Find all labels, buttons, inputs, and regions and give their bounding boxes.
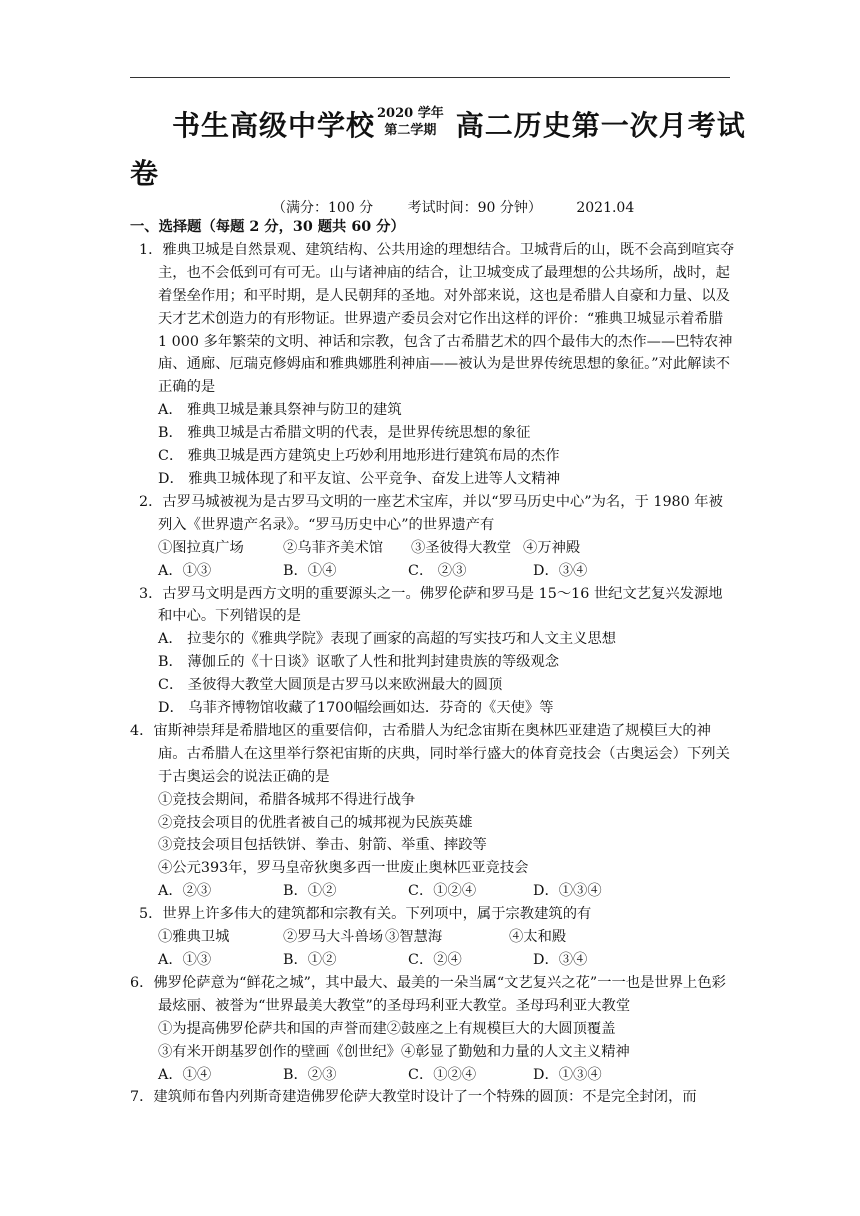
- question-stem: 4．宙斯神崇拜是希腊地区的重要信仰，古希腊人为纪念宙斯在奥林匹亚建造了规模巨大的神庙。古希腊人在这里举行祭祀宙斯的庆典，同时举行盛大的体育竞技会（古奥运会）下列关于古奥运会的说法正确的是: [130, 722, 730, 785]
- item-3: ③圣彼得大教堂: [411, 539, 512, 556]
- item-2: ②乌菲齐美术馆: [283, 539, 384, 556]
- option-d: D． 乌菲齐博物馆收藏了1700幅绘画如达．芬奇的《天使》等: [158, 700, 554, 717]
- question-stem: 5．世界上许多伟大的建筑都和宗教有关。下列项中，属于宗教建筑的有: [139, 906, 592, 923]
- question-items: [130, 537, 735, 560]
- option-a: A． 雅典卫城是兼具祭神与防卫的建筑: [158, 402, 402, 419]
- question-1: [130, 239, 735, 491]
- statement-3: ③竞技会项目包括铁饼、拳击、射箭、举重、摔跤等: [158, 837, 487, 854]
- school-name: 书生高级中学校: [172, 109, 376, 142]
- question-7: [130, 1086, 735, 1109]
- question-stem: 2．古罗马城被视为是古罗马文明的一座艺术宝库，并以“罗马历史中心”为名，于 1980 年被列入《世界遗产名录》。“罗马历史中心”的世界遗产有: [139, 493, 723, 533]
- item-4: ④太和殿: [509, 929, 567, 946]
- option-d: D．①③④: [533, 883, 602, 900]
- full-score: （满分：100 分: [272, 200, 374, 216]
- option-b: B．①②: [283, 883, 337, 900]
- option-b: B．①④: [283, 562, 337, 579]
- question-stem: 7．建筑师布鲁内列斯奇建造佛罗伦萨大教堂时设计了一个特殊的圆顶：不是完全封闭，而: [130, 1089, 697, 1106]
- option-b: B． 薄伽丘的《十日谈》讴歌了人性和批判封建贵族的等级观念: [158, 654, 560, 671]
- option-c: C． 圣彼得大教堂大圆顶是古罗马以来欧洲最大的圆顶: [158, 677, 503, 694]
- option-d: D．①③④: [533, 1066, 602, 1083]
- option-d: D．③④: [533, 562, 588, 579]
- option-c: C．②④: [408, 952, 462, 968]
- exam-meta: [272, 197, 664, 217]
- option-b: B．①②: [283, 952, 337, 968]
- option-d: D．③④: [533, 952, 588, 968]
- exam-body: [130, 216, 735, 1109]
- option-c: C．①②④: [408, 883, 477, 900]
- item-4: ④万神殿: [523, 539, 581, 556]
- options-row: [130, 1064, 735, 1087]
- term-stack: [377, 105, 444, 139]
- question-4: [130, 720, 735, 903]
- question-stem: 3．古罗马文明是西方文明的重要源头之一。佛罗伦萨和罗马是 15～16 世纪文艺复兴发源地和中心。下列错误的是: [139, 585, 723, 625]
- exam-title: 高二历史第一次月考试: [455, 109, 746, 142]
- statement-line-2: ③有米开朗基罗创作的壁画《创世纪》④彰显了勤勉和力量的人文主义精神: [158, 1043, 630, 1060]
- item-3: ③智慧海: [385, 929, 443, 946]
- option-d: D． 雅典卫城体现了和平友谊、公平竞争、奋发上进等人文精神: [158, 470, 561, 487]
- question-3: [130, 583, 735, 720]
- question-2: [130, 491, 735, 583]
- option-a: A．①③: [158, 952, 212, 968]
- option-a: A．②③: [158, 883, 212, 900]
- statement-1: ①竞技会期间，希腊各城邦不得进行战争: [158, 791, 416, 808]
- statement-2: ②竞技会项目的优胜者被自己的城邦视为民族英雄: [158, 814, 473, 831]
- item-2: ②罗马大斗兽场: [283, 929, 384, 946]
- option-c: C． 雅典卫城是西方建筑史上巧妙利用地形进行建筑布局的杰作: [158, 448, 560, 465]
- option-a: A．①③: [158, 562, 212, 579]
- item-1: ①图拉真广场: [158, 539, 244, 556]
- option-a: A．①④: [158, 1066, 212, 1083]
- term-year: 2020 学年: [377, 106, 444, 121]
- option-c: C． ②③: [408, 562, 467, 579]
- term-semester: 第二学期: [384, 123, 437, 138]
- question-6: [130, 972, 735, 1087]
- options-row: [130, 560, 735, 583]
- statement-4: ④公元393年，罗马皇帝狄奥多西一世废止奥林匹亚竞技会: [158, 860, 529, 877]
- item-1: ①雅典卫城: [158, 929, 230, 946]
- exam-date: 2021.04: [576, 200, 635, 216]
- question-5: [130, 903, 735, 972]
- question-stem: 6．佛罗伦萨意为“鲜花之城”，其中最大、最美的一朵当属“文艺复兴之花”一一也是世界上色彩最炫丽、被誉为“世界最美大教堂”的圣母玛利亚大教堂。圣母玛利亚大教堂: [130, 974, 726, 1014]
- header-rule: [130, 77, 730, 78]
- question-stem: 1．雅典卫城是自然景观、建筑结构、公共用途的理想结合。卫城背后的山，既不会高到喧宾夺主，也不会低到可有可无。山与诸神庙的结合，让卫城变成了最理想的公共场所，战时，起着堡垒作用；和平时期，是人民朝拜的圣地。对外部来说，这也是希腊人自豪和力量、以及天才艺术创造力的有形物证。世界遗产委员会对它作出这样的评价：“雅典卫城显示着希腊 1 000 多年繁荣的文明、神话和宗教，包含了古希腊艺术的四个最伟大的杰作——巴特农神庙、通廊、厄瑞克修姆庙和雅典娜胜利神庙——被认为是世界传统思想的象征。”对此解读不正确的是: [139, 241, 735, 396]
- option-c: C．①②④: [408, 1066, 477, 1083]
- options-row: [130, 949, 735, 972]
- section-title: 一、选择题（每题 2 分，30 题共 60 分）: [130, 219, 405, 235]
- option-b: B． 雅典卫城是古希腊文明的代表，是世界传统思想的象征: [158, 425, 531, 442]
- option-a: A． 拉斐尔的《雅典学院》表现了画家的高超的写实技巧和人文主义思想: [158, 631, 617, 648]
- option-b: B．②③: [283, 1066, 337, 1083]
- exam-time: 考试时间：90 分钟）: [407, 200, 542, 216]
- exam-title-continued: 卷: [130, 157, 159, 190]
- options-row: [130, 880, 735, 903]
- question-items: [130, 926, 735, 949]
- statement-line-1: ①为提高佛罗伦萨共和国的声誉而建②鼓座之上有规模巨大的大圆顶覆盖: [158, 1020, 616, 1037]
- exam-title-row: [172, 104, 746, 154]
